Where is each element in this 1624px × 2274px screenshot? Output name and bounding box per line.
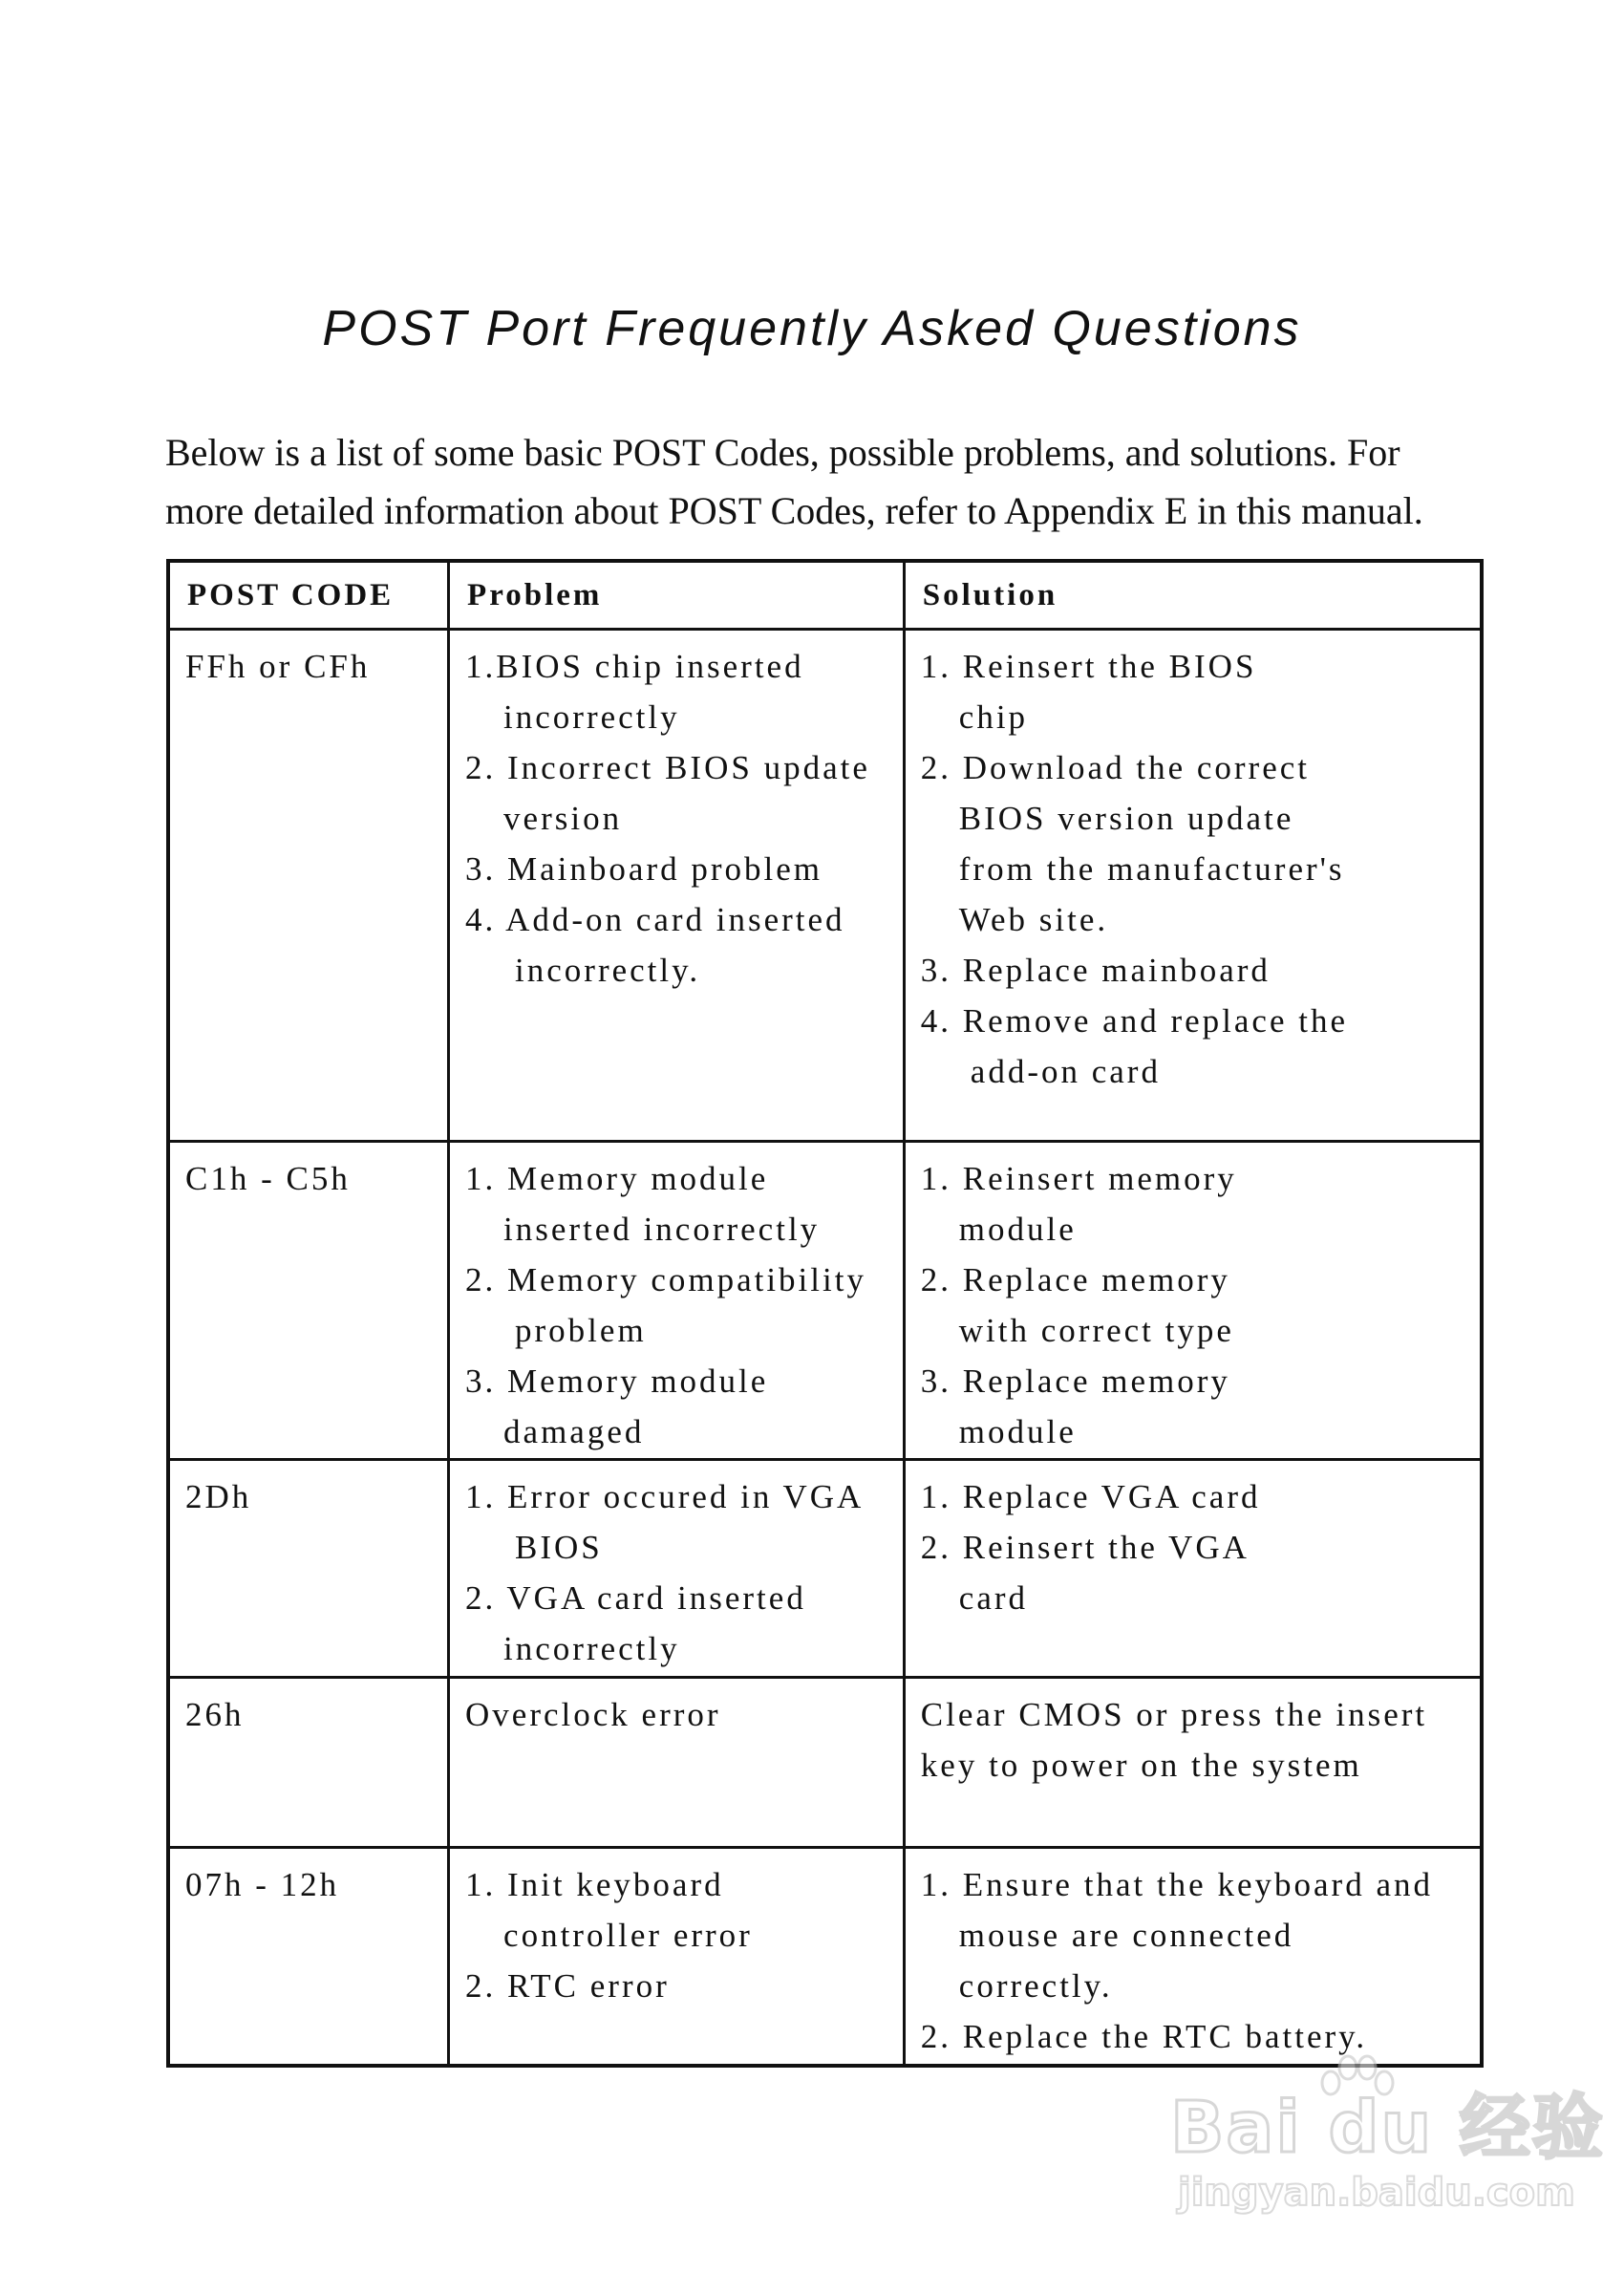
solution-cell — [904, 630, 1482, 1142]
solution-line: BIOS version update — [958, 800, 1294, 837]
post-code: 07h - 12h — [185, 1866, 340, 1903]
problem-line: 3. Memory module — [465, 1362, 769, 1400]
solution-cell — [904, 1678, 1482, 1848]
solution-line: from the manufacturer's — [958, 850, 1345, 888]
table-row — [168, 1678, 1482, 1848]
post-code: FFh or CFh — [185, 648, 371, 685]
problem-line: 2. VGA card inserted — [465, 1579, 806, 1617]
solution-line: with correct type — [958, 1312, 1234, 1349]
post-code-cell — [168, 1848, 449, 2066]
solution-line: 4. Remove and replace the — [920, 1002, 1348, 1040]
problem-line: damaged — [503, 1413, 645, 1450]
solution-line: 2. Download the correct — [920, 749, 1310, 786]
solution-line: Web site. — [958, 901, 1109, 938]
problem-line: 4. Add-on card inserted — [465, 901, 845, 938]
problem-line: incorrectly — [503, 698, 680, 736]
problem-line: 1.BIOS chip inserted — [465, 648, 804, 685]
solution-line: chip — [958, 698, 1029, 736]
table-row — [168, 1460, 1482, 1678]
post-code-table — [166, 559, 1484, 2068]
solution-line: 3. Replace mainboard — [920, 952, 1271, 989]
post-code-cell — [168, 1678, 449, 1848]
problem-line: Overclock error — [465, 1696, 721, 1733]
problem-line: inserted incorrectly — [503, 1211, 821, 1248]
problem-line: 1. Memory module — [465, 1160, 769, 1197]
solution-line: 1. Ensure that the keyboard and — [920, 1866, 1433, 1903]
post-code: 2Dh — [185, 1478, 252, 1515]
solution-line: mouse are connected — [958, 1917, 1294, 1954]
solution-line: key to power on the system — [920, 1747, 1362, 1784]
problem-cell — [449, 630, 905, 1142]
watermark-logo-text: Bai du 经验 — [1170, 2087, 1605, 2169]
solution-cell — [904, 1848, 1482, 2066]
problem-line: 1. Error occured in VGA — [465, 1478, 865, 1515]
problem-line: BIOS — [515, 1529, 603, 1566]
solution-line: 2. Replace the RTC battery. — [920, 2018, 1368, 2055]
problem-line: problem — [515, 1312, 647, 1349]
solution-cell — [904, 1142, 1482, 1460]
solution-line: Clear CMOS or press the insert — [920, 1696, 1428, 1733]
post-code: C1h - C5h — [185, 1160, 351, 1197]
table-row — [168, 1142, 1482, 1460]
table-row — [168, 630, 1482, 1142]
problem-line: version — [503, 800, 623, 837]
problem-line: 2. RTC error — [465, 1967, 670, 2005]
solution-line: card — [958, 1579, 1029, 1617]
solution-line: 2. Reinsert the VGA — [920, 1529, 1250, 1566]
solution-line: correctly. — [958, 1967, 1113, 2005]
problem-line: 1. Init keyboard — [465, 1866, 724, 1903]
problem-line: 2. Memory compatibility — [465, 1261, 866, 1298]
solution-cell — [904, 1460, 1482, 1678]
table-header-row — [168, 561, 1482, 630]
problem-line: 2. Incorrect BIOS update — [465, 749, 870, 786]
baidu-jingyan-watermark — [1170, 2054, 1605, 2236]
intro-line: more detailed information about POST Codes, refer to Appendix E in this manual. — [165, 489, 1423, 532]
header-problem: Problem — [449, 561, 905, 630]
table-row — [168, 1848, 1482, 2066]
solution-line: 1. Replace VGA card — [920, 1478, 1261, 1515]
post-code-cell — [168, 630, 449, 1142]
intro-line: Below is a list of some basic POST Codes, possible problems, and solutions. For — [165, 431, 1400, 474]
header-solution: Solution — [904, 561, 1482, 630]
solution-line: module — [958, 1211, 1077, 1248]
page-title: POST Port Frequently Asked Questions — [322, 301, 1302, 356]
problem-line: incorrectly — [503, 1630, 680, 1667]
solution-line: 3. Replace memory — [920, 1362, 1230, 1400]
solution-line: add-on card — [970, 1053, 1161, 1090]
solution-line: 2. Replace memory — [920, 1261, 1230, 1298]
post-code-cell — [168, 1142, 449, 1460]
solution-line: module — [958, 1413, 1077, 1450]
problem-line: 3. Mainboard problem — [465, 850, 823, 888]
post-code: 26h — [185, 1696, 245, 1733]
header-post-code: POST CODE — [168, 561, 449, 630]
intro-paragraph — [165, 423, 1503, 540]
watermark-url: jingyan.baidu.com — [1178, 2171, 1575, 2215]
post-code-cell — [168, 1460, 449, 1678]
solution-line: 1. Reinsert the BIOS — [920, 648, 1257, 685]
problem-cell — [449, 1678, 905, 1848]
problem-cell — [449, 1848, 905, 2066]
solution-line: 1. Reinsert memory — [920, 1160, 1237, 1197]
problem-cell — [449, 1142, 905, 1460]
problem-cell — [449, 1460, 905, 1678]
problem-line: controller error — [503, 1917, 753, 1954]
problem-line: incorrectly. — [515, 952, 701, 989]
